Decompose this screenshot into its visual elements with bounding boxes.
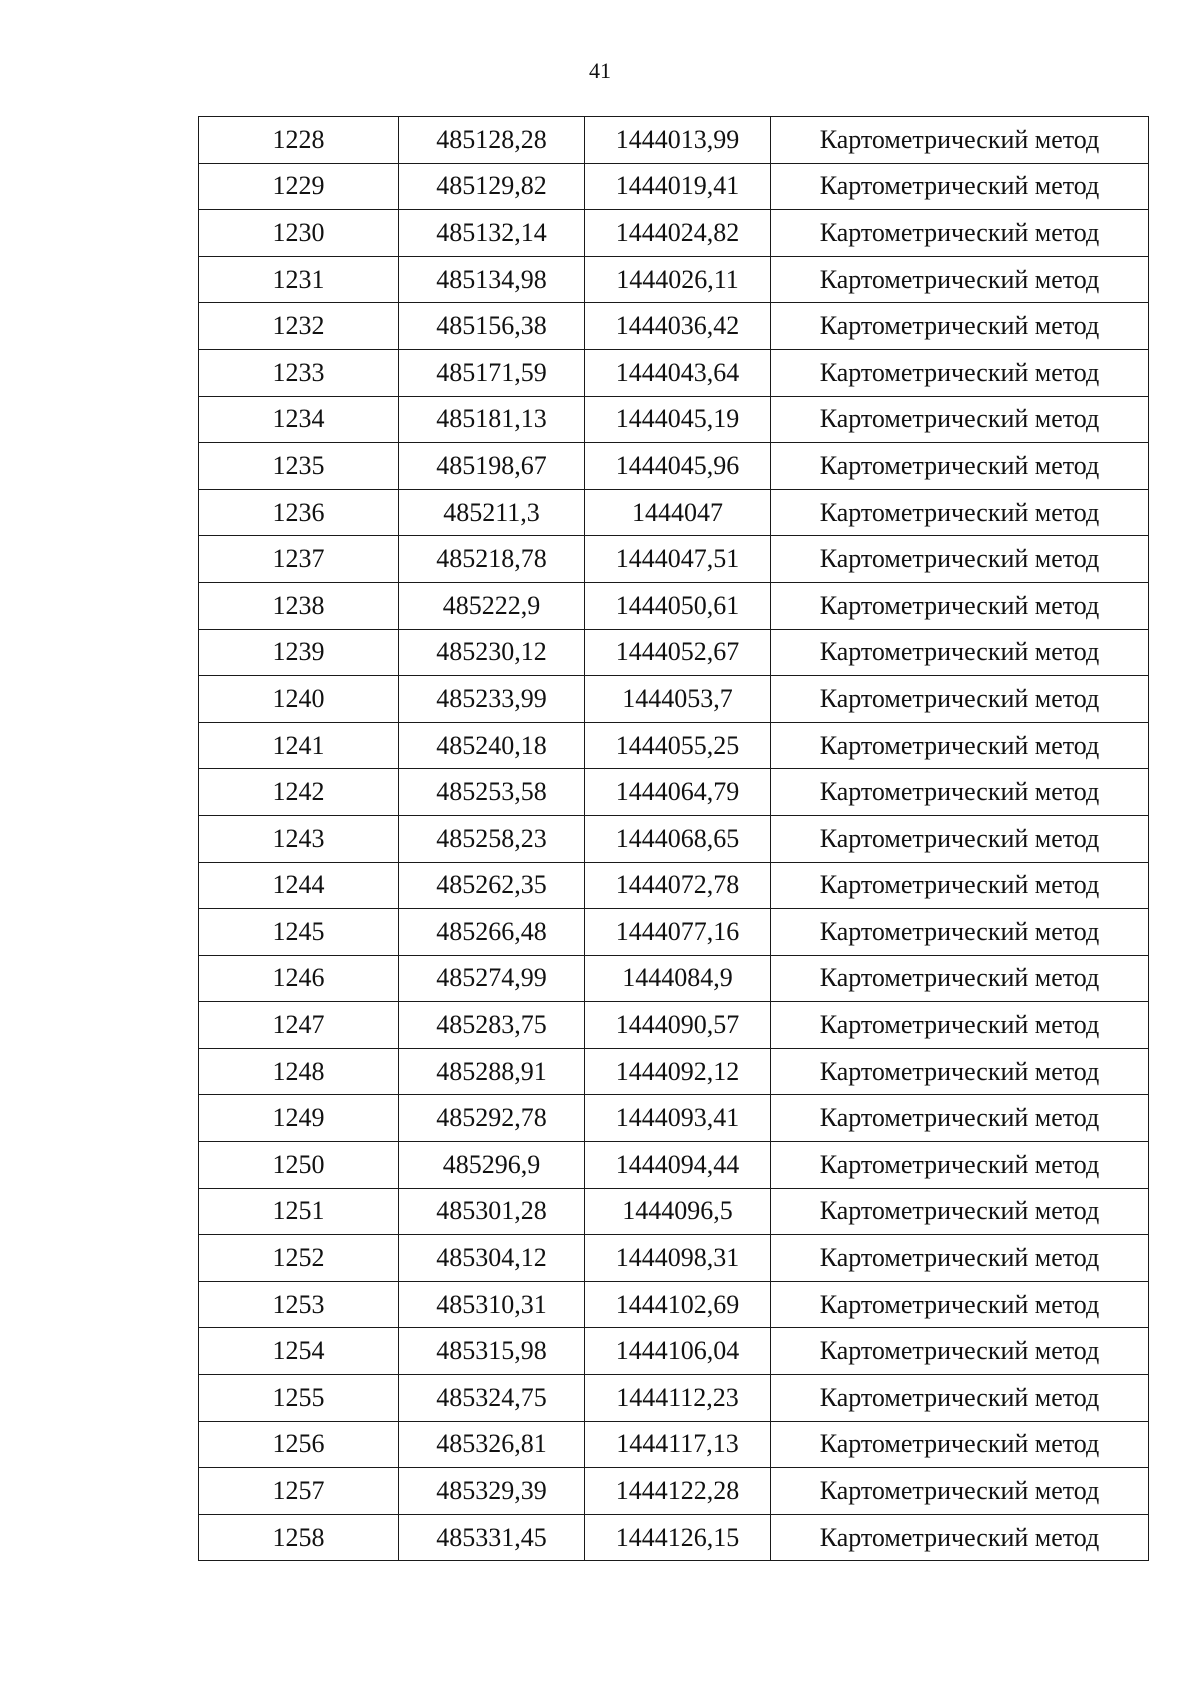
table-row — [199, 210, 1149, 257]
point-number-cell: 1249 — [199, 1095, 399, 1142]
method-cell: Картометрический метод — [771, 489, 1149, 536]
table-row — [199, 1188, 1149, 1235]
x-coordinate-cell: 485296,9 — [399, 1142, 585, 1189]
x-coordinate-cell: 485288,91 — [399, 1048, 585, 1095]
y-coordinate-cell: 1444102,69 — [585, 1281, 771, 1328]
x-coordinate-cell: 485258,23 — [399, 815, 585, 862]
y-coordinate-cell: 1444077,16 — [585, 909, 771, 956]
method-cell: Картометрический метод — [771, 396, 1149, 443]
table-row — [199, 117, 1149, 164]
method-cell: Картометрический метод — [771, 1142, 1149, 1189]
table-row — [199, 676, 1149, 723]
method-cell: Картометрический метод — [771, 163, 1149, 210]
x-coordinate-cell: 485128,28 — [399, 117, 585, 164]
x-coordinate-cell: 485132,14 — [399, 210, 585, 257]
point-number-cell: 1257 — [199, 1468, 399, 1515]
method-cell: Картометрический метод — [771, 722, 1149, 769]
y-coordinate-cell: 1444093,41 — [585, 1095, 771, 1142]
table-row — [199, 1235, 1149, 1282]
table-row — [199, 1048, 1149, 1095]
x-coordinate-cell: 485211,3 — [399, 489, 585, 536]
method-cell: Картометрический метод — [771, 1375, 1149, 1422]
table-row — [199, 1514, 1149, 1561]
x-coordinate-cell: 485262,35 — [399, 862, 585, 909]
method-cell: Картометрический метод — [771, 1188, 1149, 1235]
point-number-cell: 1244 — [199, 862, 399, 909]
x-coordinate-cell: 485129,82 — [399, 163, 585, 210]
method-cell: Картометрический метод — [771, 1514, 1149, 1561]
x-coordinate-cell: 485230,12 — [399, 629, 585, 676]
page-number: 41 — [589, 58, 611, 83]
point-number-cell: 1255 — [199, 1375, 399, 1422]
point-number-cell: 1248 — [199, 1048, 399, 1095]
table-row — [199, 909, 1149, 956]
table-row — [199, 396, 1149, 443]
y-coordinate-cell: 1444068,65 — [585, 815, 771, 862]
method-cell: Картометрический метод — [771, 955, 1149, 1002]
x-coordinate-cell: 485310,31 — [399, 1281, 585, 1328]
y-coordinate-cell: 1444052,67 — [585, 629, 771, 676]
point-number-cell: 1230 — [199, 210, 399, 257]
method-cell: Картометрический метод — [771, 1235, 1149, 1282]
y-coordinate-cell: 1444122,28 — [585, 1468, 771, 1515]
y-coordinate-cell: 1444094,44 — [585, 1142, 771, 1189]
y-coordinate-cell: 1444050,61 — [585, 582, 771, 629]
x-coordinate-cell: 485198,67 — [399, 443, 585, 490]
y-coordinate-cell: 1444036,42 — [585, 303, 771, 350]
table-row — [199, 443, 1149, 490]
y-coordinate-cell: 1444072,78 — [585, 862, 771, 909]
y-coordinate-cell: 1444117,13 — [585, 1421, 771, 1468]
method-cell: Картометрический метод — [771, 769, 1149, 816]
point-number-cell: 1243 — [199, 815, 399, 862]
x-coordinate-cell: 485326,81 — [399, 1421, 585, 1468]
point-number-cell: 1240 — [199, 676, 399, 723]
point-number-cell: 1229 — [199, 163, 399, 210]
table-row — [199, 349, 1149, 396]
method-cell: Картометрический метод — [771, 1328, 1149, 1375]
method-cell: Картометрический метод — [771, 536, 1149, 583]
method-cell: Картометрический метод — [771, 815, 1149, 862]
method-cell: Картометрический метод — [771, 1421, 1149, 1468]
x-coordinate-cell: 485292,78 — [399, 1095, 585, 1142]
y-coordinate-cell: 1444024,82 — [585, 210, 771, 257]
point-number-cell: 1250 — [199, 1142, 399, 1189]
y-coordinate-cell: 1444098,31 — [585, 1235, 771, 1282]
x-coordinate-cell: 485266,48 — [399, 909, 585, 956]
point-number-cell: 1251 — [199, 1188, 399, 1235]
table-row — [199, 629, 1149, 676]
y-coordinate-cell: 1444126,15 — [585, 1514, 771, 1561]
coordinates-table — [198, 116, 1149, 1561]
point-number-cell: 1245 — [199, 909, 399, 956]
x-coordinate-cell: 485233,99 — [399, 676, 585, 723]
point-number-cell: 1239 — [199, 629, 399, 676]
x-coordinate-cell: 485274,99 — [399, 955, 585, 1002]
coordinates-table-body — [199, 117, 1149, 1561]
table-row — [199, 1468, 1149, 1515]
y-coordinate-cell: 1444096,5 — [585, 1188, 771, 1235]
y-coordinate-cell: 1444064,79 — [585, 769, 771, 816]
table-row — [199, 1281, 1149, 1328]
y-coordinate-cell: 1444045,19 — [585, 396, 771, 443]
x-coordinate-cell: 485331,45 — [399, 1514, 585, 1561]
method-cell: Картометрический метод — [771, 349, 1149, 396]
x-coordinate-cell: 485240,18 — [399, 722, 585, 769]
point-number-cell: 1232 — [199, 303, 399, 350]
y-coordinate-cell: 1444092,12 — [585, 1048, 771, 1095]
method-cell: Картометрический метод — [771, 1468, 1149, 1515]
x-coordinate-cell: 485222,9 — [399, 582, 585, 629]
x-coordinate-cell: 485156,38 — [399, 303, 585, 350]
point-number-cell: 1253 — [199, 1281, 399, 1328]
table-row — [199, 1375, 1149, 1422]
method-cell: Картометрический метод — [771, 303, 1149, 350]
x-coordinate-cell: 485329,39 — [399, 1468, 585, 1515]
x-coordinate-cell: 485301,28 — [399, 1188, 585, 1235]
method-cell: Картометрический метод — [771, 1002, 1149, 1049]
y-coordinate-cell: 1444090,57 — [585, 1002, 771, 1049]
x-coordinate-cell: 485253,58 — [399, 769, 585, 816]
method-cell: Картометрический метод — [771, 1281, 1149, 1328]
table-row — [199, 955, 1149, 1002]
y-coordinate-cell: 1444112,23 — [585, 1375, 771, 1422]
x-coordinate-cell: 485324,75 — [399, 1375, 585, 1422]
y-coordinate-cell: 1444047,51 — [585, 536, 771, 583]
table-row — [199, 862, 1149, 909]
y-coordinate-cell: 1444043,64 — [585, 349, 771, 396]
x-coordinate-cell: 485315,98 — [399, 1328, 585, 1375]
y-coordinate-cell: 1444047 — [585, 489, 771, 536]
point-number-cell: 1252 — [199, 1235, 399, 1282]
table-row — [199, 303, 1149, 350]
point-number-cell: 1242 — [199, 769, 399, 816]
table-row — [199, 722, 1149, 769]
x-coordinate-cell: 485171,59 — [399, 349, 585, 396]
y-coordinate-cell: 1444026,11 — [585, 256, 771, 303]
point-number-cell: 1231 — [199, 256, 399, 303]
point-number-cell: 1234 — [199, 396, 399, 443]
x-coordinate-cell: 485181,13 — [399, 396, 585, 443]
table-row — [199, 769, 1149, 816]
method-cell: Картометрический метод — [771, 443, 1149, 490]
point-number-cell: 1233 — [199, 349, 399, 396]
y-coordinate-cell: 1444084,9 — [585, 955, 771, 1002]
table-row — [199, 256, 1149, 303]
y-coordinate-cell: 1444055,25 — [585, 722, 771, 769]
table-row — [199, 1002, 1149, 1049]
method-cell: Картометрический метод — [771, 862, 1149, 909]
method-cell: Картометрический метод — [771, 582, 1149, 629]
table-row — [199, 1328, 1149, 1375]
x-coordinate-cell: 485283,75 — [399, 1002, 585, 1049]
table-row — [199, 536, 1149, 583]
table-row — [199, 582, 1149, 629]
x-coordinate-cell: 485218,78 — [399, 536, 585, 583]
table-row — [199, 815, 1149, 862]
method-cell: Картометрический метод — [771, 256, 1149, 303]
y-coordinate-cell: 1444013,99 — [585, 117, 771, 164]
method-cell: Картометрический метод — [771, 676, 1149, 723]
point-number-cell: 1256 — [199, 1421, 399, 1468]
x-coordinate-cell: 485304,12 — [399, 1235, 585, 1282]
method-cell: Картометрический метод — [771, 117, 1149, 164]
x-coordinate-cell: 485134,98 — [399, 256, 585, 303]
point-number-cell: 1258 — [199, 1514, 399, 1561]
point-number-cell: 1237 — [199, 536, 399, 583]
point-number-cell: 1246 — [199, 955, 399, 1002]
method-cell: Картометрический метод — [771, 1048, 1149, 1095]
point-number-cell: 1254 — [199, 1328, 399, 1375]
table-row — [199, 1421, 1149, 1468]
y-coordinate-cell: 1444053,7 — [585, 676, 771, 723]
point-number-cell: 1236 — [199, 489, 399, 536]
point-number-cell: 1247 — [199, 1002, 399, 1049]
y-coordinate-cell: 1444019,41 — [585, 163, 771, 210]
table-row — [199, 1095, 1149, 1142]
point-number-cell: 1238 — [199, 582, 399, 629]
table-row — [199, 1142, 1149, 1189]
method-cell: Картометрический метод — [771, 1095, 1149, 1142]
point-number-cell: 1235 — [199, 443, 399, 490]
method-cell: Картометрический метод — [771, 909, 1149, 956]
point-number-cell: 1228 — [199, 117, 399, 164]
method-cell: Картометрический метод — [771, 629, 1149, 676]
point-number-cell: 1241 — [199, 722, 399, 769]
y-coordinate-cell: 1444106,04 — [585, 1328, 771, 1375]
table-row — [199, 489, 1149, 536]
table-row — [199, 163, 1149, 210]
y-coordinate-cell: 1444045,96 — [585, 443, 771, 490]
method-cell: Картометрический метод — [771, 210, 1149, 257]
